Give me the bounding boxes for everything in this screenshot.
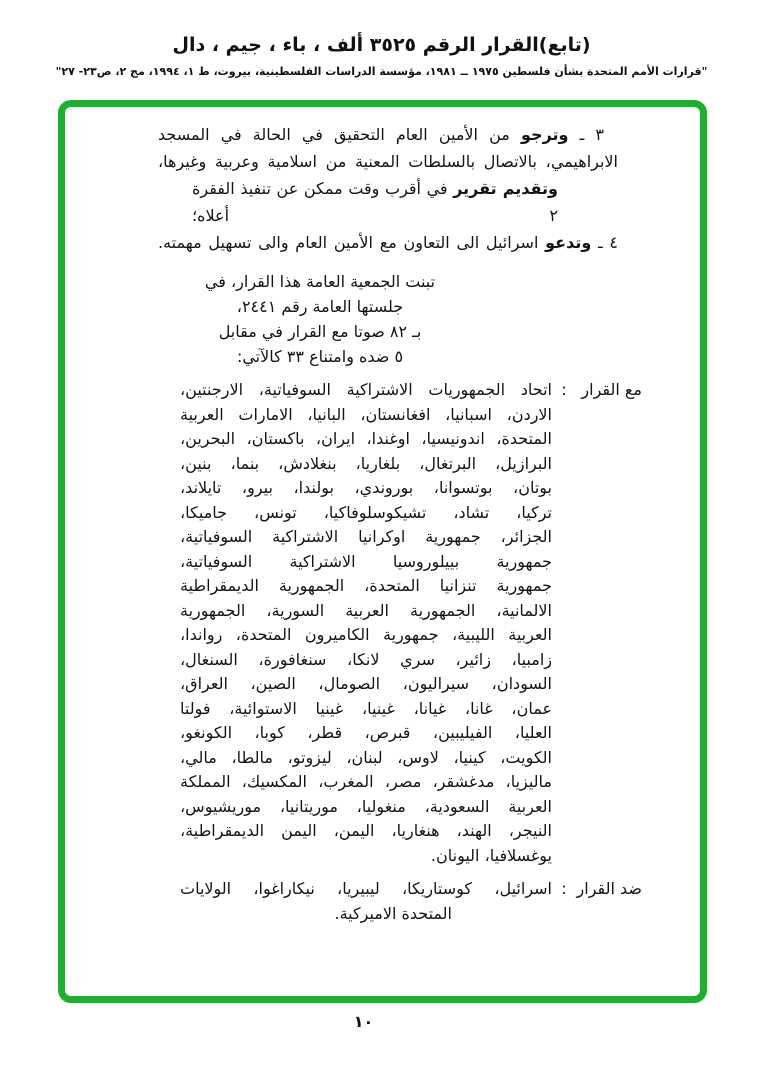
text-line: ٥ ضده وامتناع ٣٣ كالآتي: xyxy=(236,347,404,366)
text-line: السودان، سيراليون، الصومال، الصين، العراق، xyxy=(180,674,552,693)
text-line: جمهورية بييلوروسيا الاشتراكية السوفياتية، xyxy=(180,551,552,571)
vote-against-label: ضد القرار xyxy=(576,879,642,898)
text-line: الكويت، كينيا، لاوس، لبنان، ليزوتو، مالطا، مالي، xyxy=(180,747,552,767)
text-line: اسرائيل، كوستاريكا، ليبيريا، نيكاراغوا، الولايات xyxy=(180,879,552,898)
text-line: البرازيل، البرتغال، بلغاريا، بنغلادش، بنما، بنين، xyxy=(180,453,552,473)
vote-against-row xyxy=(95,877,642,926)
text-line: الجزائر، جمهورية اوكرانيا الاشتراكية السوفياتية، xyxy=(180,527,552,546)
vote-with-countries xyxy=(180,378,552,868)
text-line: زامبيا، زائير، سري لانكا، سنغافورة، السنغال، xyxy=(180,649,552,669)
text-line: تبنت الجمعية العامة هذا القرار، في xyxy=(204,272,436,291)
vote-against-countries xyxy=(180,877,552,926)
adoption-note xyxy=(170,269,470,369)
text-line: بـ ٨٢ صوتا مع القرار في مقابل xyxy=(218,322,422,341)
text-line: وتقديم تقرير في أقرب وقت ممكن عن تنفيذ الفقرة ٢ أعلاه؛ xyxy=(192,179,558,225)
text-line: ماليزيا، مدغشقر، مصر، المغرب، المكسيك، المملكة xyxy=(180,772,552,791)
resolution-body xyxy=(65,107,700,926)
page-header xyxy=(0,0,763,78)
text-line: جمهورية تنزانيا المتحدة، الجمهورية الديمقراطية xyxy=(180,576,552,595)
page-number: ١٠ xyxy=(353,1012,374,1031)
green-border-frame xyxy=(58,100,707,1003)
text-line: ٣ ـ وترجو من الأمين العام التحقيق في الحالة في المسجد xyxy=(158,125,605,144)
vote-with-label: مع القرار xyxy=(581,380,642,399)
text-line: عمان، غانا، غيانا، غينيا، غينيا الاستوائية، فولتا xyxy=(180,698,552,718)
text-line: بوتان، بوتسوانا، بوروندي، بولندا، بيرو، تايلاند، xyxy=(180,478,552,497)
source-citation: "قرارات الأمم المتحدة بشأن فلسطين ١٩٧٥ ــ ١٩٨١، مؤسسة الدراسات الفلسطينية، بيروت، ط ١، ١٩٩٤، مج ٢، ص٢٣- ٢٧" xyxy=(55,65,708,78)
text-line: العربية الليبية، جمهورية الكاميرون المتحدة، رواندا، xyxy=(180,625,552,644)
text-line: المتحدة، اندونيسيا، اوغندا، ايران، باكستان، البحرين، xyxy=(180,429,552,448)
text-line: العربية السعودية، منغوليا، موريتانيا، موريشيوس، xyxy=(180,796,552,816)
text-line: الاردن، اسبانيا، افغانستان، البانيا، الامارات العربية xyxy=(180,404,552,424)
text-line: النيجر، الهند، هنغاريا، اليمن، اليمن الديمقراطية، xyxy=(180,821,552,840)
text-line: جلستها العامة رقم ٢٤٤١، xyxy=(236,297,404,316)
text-line: المتحدة الاميركية. xyxy=(334,903,452,923)
text-line: الابراهيمي، بالاتصال بالسلطات المعنية من اسلامية وعربية وغيرها، xyxy=(158,152,618,171)
vote-against-colon: : xyxy=(561,879,567,898)
vote-with-colon: : xyxy=(561,380,567,399)
text-line: يوغسلافيا، اليونان. xyxy=(430,845,552,865)
operative-paragraphs xyxy=(158,121,618,256)
text-line: تركيا، تشاد، تشيكوسلوفاكيا، تونس، جاميكا، xyxy=(180,502,552,522)
resolution-title: (تابع)القرار الرقم ٣٥٢٥ ألف ، باء ، جيم ، دال xyxy=(172,34,591,56)
text-line: اتحاد الجمهوريات الاشتراكية السوفياتية، الارجنتين، xyxy=(180,380,552,399)
vote-with-row xyxy=(95,378,642,868)
text-line: الالمانية، الجمهورية العربية السورية، الجمهورية xyxy=(180,600,552,620)
text-line: ٤ ـ وتدعو اسرائيل الى التعاون مع الأمين العام والى تسهيل مهمته. xyxy=(158,233,618,252)
text-line: العليا، الفيليبين، قبرص، قطر، كوبا، الكونغو، xyxy=(180,723,552,742)
